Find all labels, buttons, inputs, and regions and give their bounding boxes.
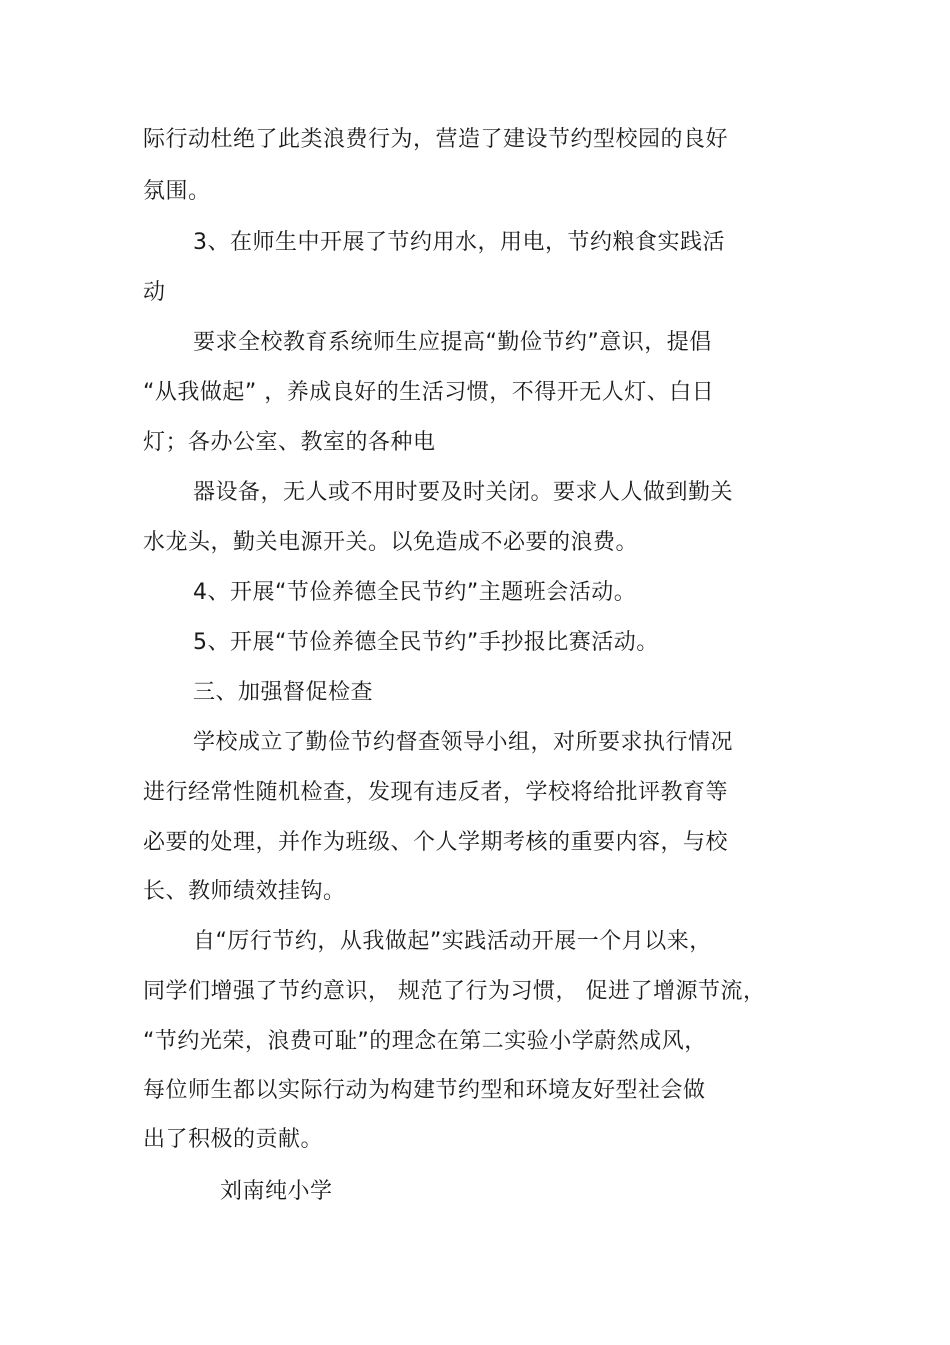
paragraph-line: 学校成立了勤俭节约督查领导小组，对所要求执行情况	[193, 730, 734, 755]
paragraph-line: “节约光荣，浪费可耻”的理念在第二实验小学蔚然成风，	[143, 1029, 707, 1054]
paragraph-line: 水龙头，勤关电源开关。以免造成不必要的浪费。	[143, 530, 639, 555]
paragraph-line: 出了积极的贡献。	[143, 1127, 324, 1152]
paragraph-line: 氛围。	[143, 179, 211, 204]
paragraph-line: 要求全校教育系统师生应提高“勤俭节约”意识，提倡	[193, 330, 712, 355]
paragraph-line: “从我做起” ，养成良好的生活习惯，不得开无人灯、白日	[143, 380, 715, 405]
paragraph-line: 动	[143, 280, 166, 305]
paragraph-line: 际行动杜绝了此类浪费行为，营造了建设节约型校园的良好	[143, 127, 729, 152]
paragraph-line: 5、开展“节俭养德全民节约”手抄报比赛活动。	[193, 630, 659, 655]
paragraph-line: 器设备，无人或不用时要及时关闭。要求人人做到勤关	[193, 480, 734, 505]
paragraph-line: 必要的处理，并作为班级、个人学期考核的重要内容，与校	[143, 830, 729, 855]
paragraph-line: 进行经常性随机检查，发现有违反者，学校将给批评教育等	[143, 780, 729, 805]
paragraph-line: 自“厉行节约，从我做起”实践活动开展一个月以来，	[193, 929, 712, 954]
signature: 刘南纯小学	[220, 1179, 333, 1204]
paragraph-line: 4、开展“节俭养德全民节约”主题班会活动。	[193, 580, 637, 605]
paragraph-line: 灯；各办公室、教室的各种电	[143, 430, 436, 455]
paragraph-line: 同学们增强了节约意识， 规范了行为习惯， 促进了增源节流，	[143, 979, 766, 1004]
paragraph-line: 长、教师绩效挂钩。	[143, 879, 346, 904]
paragraph-line: 每位师生都以实际行动为构建节约型和环境友好型社会做	[143, 1078, 706, 1103]
section-heading: 三、加强督促检查	[193, 680, 374, 705]
paragraph-line: 3、在师生中开展了节约用水，用电，节约粮食实践活	[193, 230, 725, 255]
